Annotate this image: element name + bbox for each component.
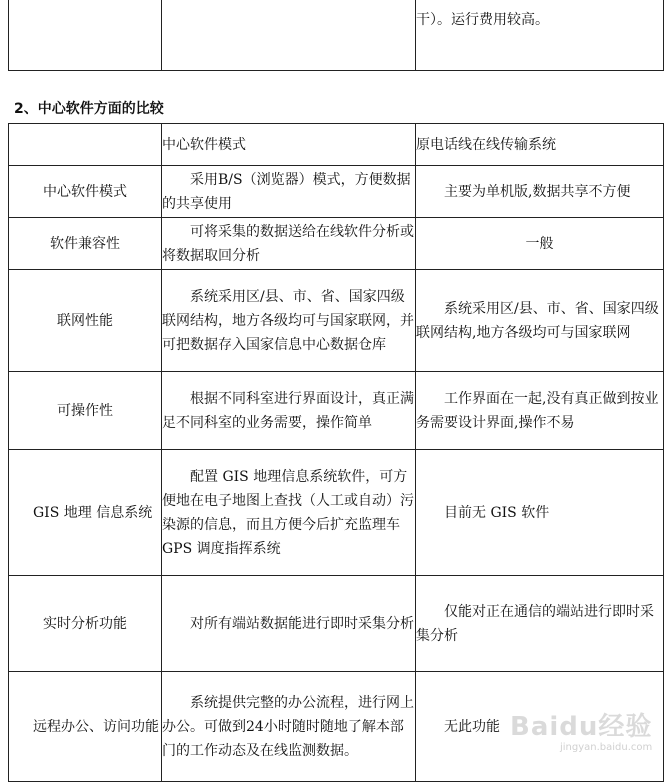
row-label: 软件兼容性: [9, 218, 162, 270]
row-col2: 系统提供完整的办公流程，进行网上办公。可做到24小时随时随地了解本部门的工作动态及在线监测数据。: [162, 672, 416, 782]
table-row: [9, 218, 664, 270]
section-heading: 2、中心软件方面的比较: [14, 101, 164, 117]
row-label: 实时分析功能: [9, 576, 162, 672]
row-col3: 仅能对正在通信的端站进行即时采集分析: [416, 576, 664, 672]
row-col2: 根据不同科室进行界面设计，真正满足不同科室的业务需要，操作简单: [162, 372, 416, 450]
prev-cell-1: [9, 0, 162, 70]
row-col3: 工作界面在一起,没有真正做到按业务需要设计界面,操作不易: [416, 372, 664, 450]
table-row: [9, 270, 664, 372]
prev-cell-3: 干）。运行费用较高。: [416, 0, 664, 70]
row-col3: 目前无 GIS 软件: [416, 450, 664, 576]
row-col2: 采用B/S（浏览器）模式，方便数据的共享使用: [162, 166, 416, 218]
baidu-watermark-logo: Baidu经验: [510, 712, 653, 742]
row-col3: 系统采用区/县、市、省、国家四级联网结构,地方各级均可与国家联网: [416, 270, 664, 372]
prev-cell-2: [162, 0, 416, 70]
row-label: 中心软件模式: [9, 166, 162, 218]
baidu-watermark-url: jingyan.baidu.com: [560, 742, 653, 753]
table-row: [9, 576, 664, 672]
row-label: 可操作性: [9, 372, 162, 450]
row-label: GIS 地理 信息系统: [9, 450, 162, 576]
header-cell-phone-line: 原电话线在线传输系统: [416, 124, 664, 166]
header-cell-center-software: 中心软件模式: [162, 124, 416, 166]
row-col3: 一般: [416, 218, 664, 270]
row-col2: 对所有端站数据能进行即时采集分析: [162, 576, 416, 672]
table-header-row: [9, 124, 664, 166]
row-label: 远程办公、访问功能: [9, 672, 162, 782]
row-label: 联网性能: [9, 270, 162, 372]
previous-table-fragment: [8, 0, 664, 71]
table-row: [9, 450, 664, 576]
table-row: [9, 166, 664, 218]
table-row: [9, 372, 664, 450]
header-cell-empty: [9, 124, 162, 166]
comparison-table: [8, 123, 664, 782]
row-col2: 可将采集的数据送给在线软件分析或将数据取回分析: [162, 218, 416, 270]
row-col2: 配置 GIS 地理信息系统软件，可方便地在电子地图上查找（人工或自动）污染源的信息，而且方便今后扩充监理车 GPS 调度指挥系统: [162, 450, 416, 576]
row-col3: 主要为单机版,数据共享不方便: [416, 166, 664, 218]
row-col3: 无此功能: [416, 672, 664, 782]
row-col2: 系统采用区/县、市、省、国家四级联网结构，地方各级均可与国家联网，并可把数据存入国家信息中心数据仓库: [162, 270, 416, 372]
